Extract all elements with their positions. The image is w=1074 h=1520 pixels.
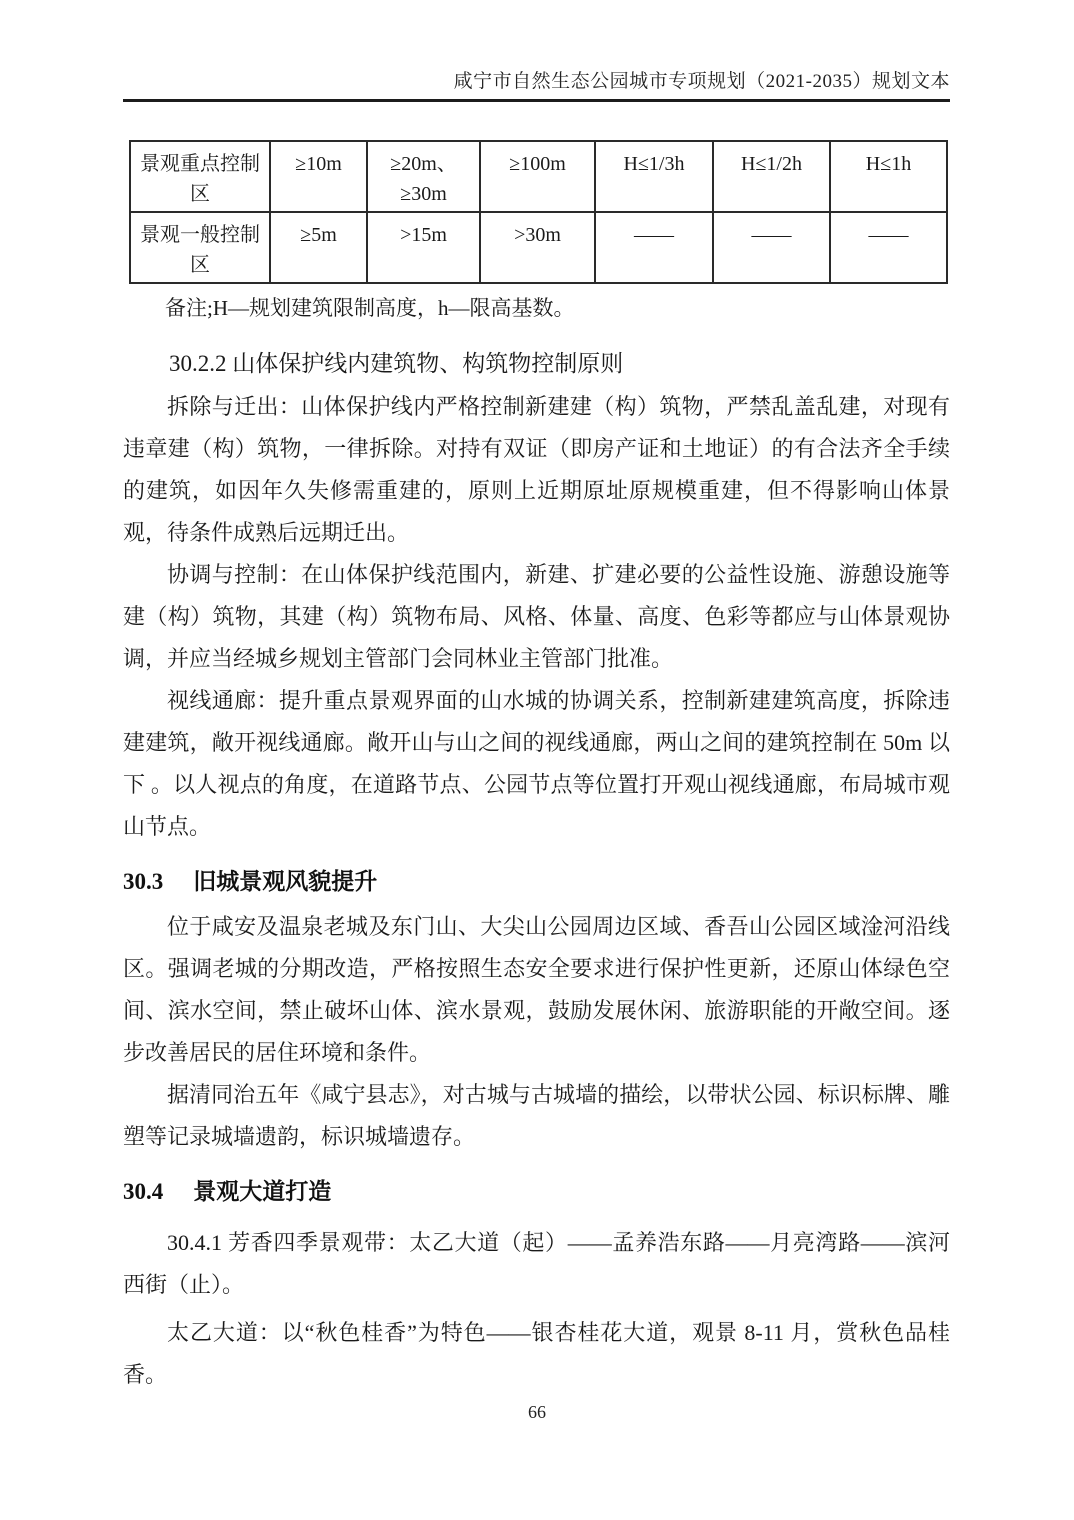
table-cell: ≥20m、≥30m: [367, 141, 480, 212]
table-cell: >30m: [480, 212, 595, 283]
table-cell: H≤1/2h: [713, 141, 830, 212]
table-row-general-control-zone: [130, 212, 947, 283]
paragraph-coordination-control: 协调与控制：在山体保护线范围内，新建、扩建必要的公益性设施、游憩设施等建（构）筑物，其建（构）筑物布局、风格、体量、高度、色彩等都应与山体景观协调，并应当经城乡规划主管部门会同林业主管部门批准。: [123, 562, 950, 671]
heading-30-3: [123, 860, 950, 904]
paragraph-taiyi-avenue: 太乙大道：以“秋色桂香”为特色——银杏桂花大道，观景 8-11 月，赏秋色品桂香。: [123, 1320, 950, 1387]
subheading-30-2-2: 30.2.2 山体保护线内建筑物、构筑物控制原则: [169, 351, 624, 376]
table-cell: H≤1/3h: [595, 141, 713, 212]
paragraph-city-wall-heritage: 据清同治五年《咸宁县志》，对古城与古城墙的描绘，以带状公园、标识标牌、雕塑等记录城墙遗韵，标识城墙遗存。: [123, 1082, 950, 1149]
table-note: 备注;H—规划建筑限制高度，h—限高基数。: [165, 296, 575, 320]
table-cell: ≥10m: [270, 141, 367, 212]
table-cell: H≤1h: [830, 141, 947, 212]
table-cell: ——: [713, 212, 830, 283]
landscape-control-table: [129, 140, 948, 284]
heading-title: 旧城景观风貌提升: [193, 869, 378, 894]
table-cell: >15m: [367, 212, 480, 283]
row-label: 景观重点控制区: [130, 141, 270, 212]
heading-number: 30.4: [123, 1179, 164, 1204]
table-row-key-control-zone: [130, 141, 947, 212]
heading-30-4: [123, 1170, 950, 1214]
paragraph-demolition-relocation: 拆除与迁出：山体保护线内严格控制新建建（构）筑物，严禁乱盖乱建，对现有违章建（构）筑物，一律拆除。对持有双证（即房产证和土地证）的有合法齐全手续的建筑，如因年久失修需重建的，原则上近期原址原规模重建，但不得影响山体景观，待条件成熟后远期迁出。: [123, 394, 950, 545]
header-title: 咸宁市自然生态公园城市专项规划（2021-2035）规划文本: [453, 71, 950, 92]
table-cell: ——: [595, 212, 713, 283]
paragraph-sightline-corridor: 视线通廊：提升重点景观界面的山水城的协调关系，控制新建建筑高度，拆除违建建筑，敞开视线通廊。敞开山与山之间的视线通廊，两山之间的建筑控制在 50m 以下 。以人视点的角度，在道路节点、公园节点等位置打开观山视线通廊，布局城市观山节点。: [123, 688, 950, 839]
header-rule: [123, 99, 950, 102]
row-label: 景观一般控制区: [130, 212, 270, 283]
heading-title: 景观大道打造: [193, 1179, 332, 1204]
table-cell: ≥100m: [480, 141, 595, 212]
document-header: [123, 70, 950, 94]
page-number: 66: [528, 1402, 546, 1422]
paragraph-old-town-renewal: 位于咸安及温泉老城及东门山、大尖山公园周边区域、香吾山公园区域淦河沿线区。强调老城的分期改造，严格按照生态安全要求进行保护性更新，还原山体绿色空间、滨水空间，禁止破坏山体、滨水景观，鼓励发展休闲、旅游职能的开敞空间。逐步改善居民的居住环境和条件。: [123, 914, 950, 1065]
table-cell: ——: [830, 212, 947, 283]
table-cell: ≥5m: [270, 212, 367, 283]
heading-number: 30.3: [123, 869, 164, 894]
paragraph-30-4-1-scenic-belt: 30.4.1 芳香四季景观带：太乙大道（起）——孟养浩东路——月亮湾路——滨河西街（止）。: [123, 1230, 950, 1297]
